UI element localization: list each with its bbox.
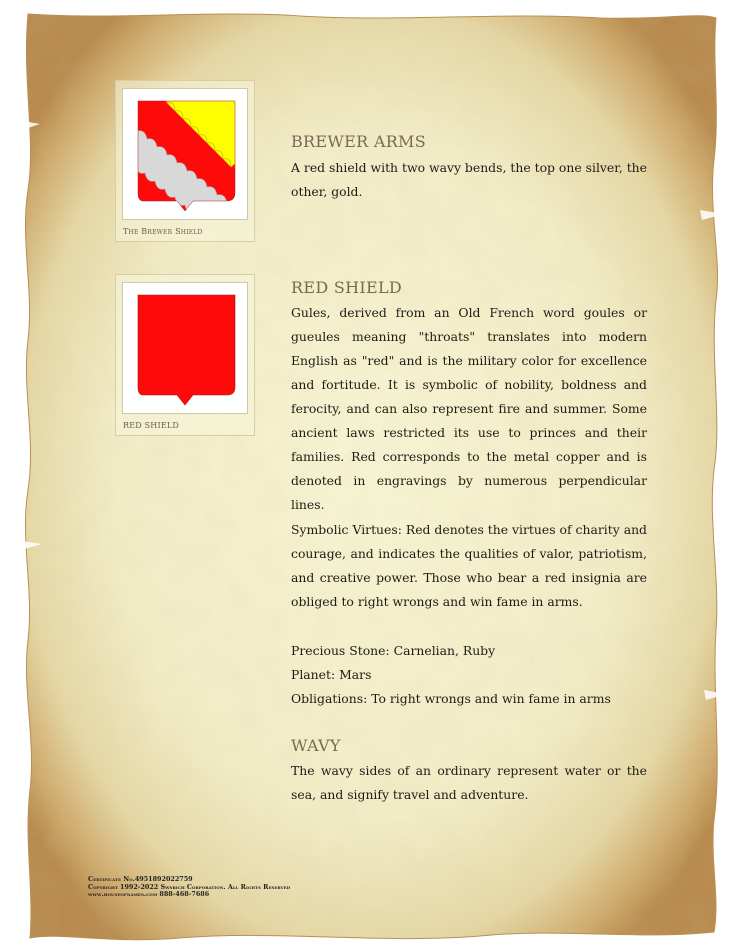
wavy-text: The wavy sides of an ordinary represent water or the sea, and signify travel and adventure. bbox=[291, 763, 647, 802]
brewer-shield-frame bbox=[115, 80, 255, 242]
red-shield-caption: RED SHIELD bbox=[123, 421, 180, 430]
red-shield-image bbox=[123, 283, 247, 413]
brewer-shield-image bbox=[123, 89, 247, 219]
red-shield-heading: RED SHIELD bbox=[291, 278, 403, 297]
brewer-arms-heading: BREWER ARMS bbox=[291, 132, 426, 151]
wavy-heading: WAVY bbox=[291, 736, 341, 755]
certificate-footer bbox=[88, 876, 290, 899]
website-link: www.houseofnames.com 888-468-7686 bbox=[88, 890, 210, 899]
copyright-notice: Copyright 1992-2022 Swyrich Corporation. All Rights Reserved bbox=[88, 882, 291, 891]
precious-stone-text: Precious Stone: Carnelian, Ruby bbox=[291, 643, 496, 658]
red-shield-text: Gules, derived from an Old French word goules or gueules meaning "throats" translates into modern English as "red" and is the military color for excellence and fortitude. It is symbolic of nobility, boldness and ferocity, and can also represent fire and summer. Some ancient laws restricted its use to princes and their families. Red corresponds to the metal copper and is denoted in engravings by numerous perpendicular lines. bbox=[291, 305, 647, 512]
planet-text: Planet: Mars bbox=[291, 667, 372, 682]
brewer-arms-text: A red shield with two wavy bends, the top one silver, the other, gold. bbox=[291, 160, 647, 199]
brewer-shield-caption: The Brewer Shield bbox=[123, 227, 203, 236]
certificate-number: Certificate No.4951892022759 bbox=[88, 875, 193, 883]
red-shield-frame bbox=[115, 274, 255, 436]
obligations-text: Obligations: To right wrongs and win fame in arms bbox=[291, 691, 611, 706]
symbolic-virtues-text: Symbolic Virtues: Red denotes the virtues of charity and courage, and indicates the qualities of valor, patriotism, and creative power. Those who bear a red insignia are obliged to right wrongs and win fame in arms. bbox=[291, 522, 647, 609]
